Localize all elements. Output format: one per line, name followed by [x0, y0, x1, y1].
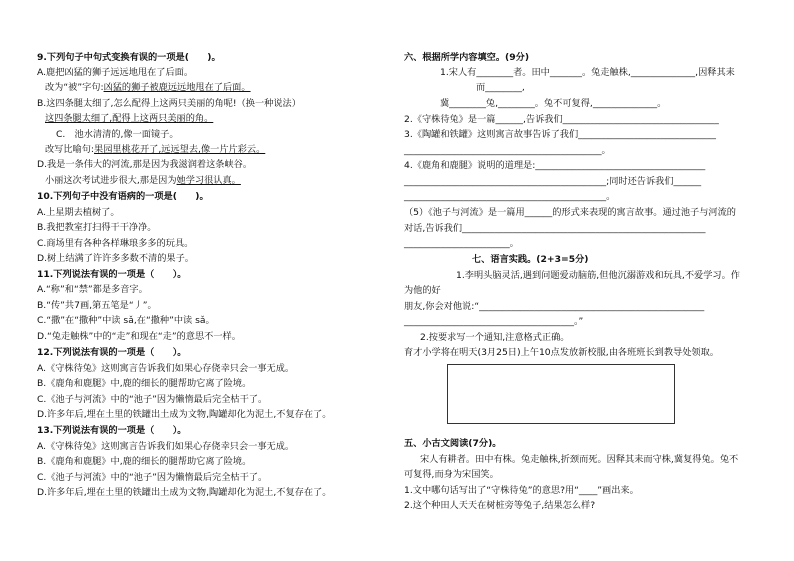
s5-passage-line-2: 可复得,而身为宋国笑。: [404, 469, 499, 480]
s6-line-9: ____________________________________________。: [404, 191, 616, 202]
section-6-title: 六、根据所学内容填空。(9分): [404, 52, 530, 63]
q9-option-a: A.鹿把凶猛的狮子远远地甩在了后面。: [37, 67, 194, 78]
s6-line-11: 对话,告诉我们_____________________________________________________: [404, 223, 706, 234]
s6-line-4: 2.《守株待兔》是一篇______,告诉我们__________________________________: [404, 114, 719, 125]
q9-option-c: C. 池水清清的,像一面镜子。: [56, 129, 179, 140]
q9-d-underlined: 她学习很认真。: [176, 175, 241, 186]
q13-option-b: B.《鹿角和鹿腿》中,鹿的细长的腿帮助它离了险境。: [37, 456, 252, 467]
q9-a-underlined: 凶猛的狮子被鹿远远地甩在了后面。: [103, 82, 251, 93]
s6-line-1: 1.宋人有________者。田中_______。兔走触株,______________,因释其耒: [440, 67, 735, 78]
s6-line-7: 4.《鹿角和鹿腿》说明的道理是:_____________________________________: [404, 160, 706, 171]
s5-question-2: 2.这个种田人天天在树桩旁等兔子,结果怎么样?: [404, 500, 596, 511]
q9-c-underlined: 果园里桃花开了,远远望去,像一片片彩云。: [94, 144, 266, 155]
notice-writing-box[interactable]: [447, 364, 675, 424]
q10-stem: 10.下列句子中没有语病的一项是( )。: [37, 191, 209, 202]
q12-stem: 12.下列说法有误的一项是（ ）。: [37, 347, 187, 358]
q9-d-prefix: 小丽这次考试进步很大,那是因为: [45, 175, 177, 186]
s5-question-1: 1.文中哪句话写出了“守株待兔”的意思?用“____”画出来。: [404, 485, 639, 496]
q9-stem: 9.下列句子中句式变换有误的一项是( )。: [37, 52, 221, 63]
q13-stem: 13.下列说法有误的一项是（ ）。: [37, 425, 187, 436]
q13-option-d: D.许多年后,埋在土里的铁罐出土成为文物,陶罐却化为泥土,不复存在了。: [37, 487, 332, 498]
q12-option-d: D.许多年后,埋在土里的铁罐出土成为文物,陶罐却化为泥土,不复存在了。: [37, 409, 332, 420]
q9-option-d: D.我是一条伟大的河流,那是因为我滋润着这条峡谷。: [37, 159, 253, 170]
q9-option-a-rewrite: [45, 82, 251, 94]
q13-option-c: C.《池子与河流》中的“池子”因为懒惰最后完全枯干了。: [37, 472, 268, 483]
s5-passage-line-1: 宋人有耕者。田中有株。兔走触株,折颈而死。因释其耒而守株,冀复得兔。兔不: [420, 454, 739, 465]
s7-line-5: 2.按要求写一个通知,注意格式正确。: [420, 332, 570, 343]
section-7-title: 七、语言实践。(2+3=5分): [472, 254, 589, 265]
s6-line-3: 冀________兔,________。兔不可复得,______________。: [440, 98, 667, 109]
q12-option-b: B.《鹿角和鹿腿》中,鹿的细长的腿帮助它离了险境。: [37, 378, 252, 389]
s6-line-2: 而________,: [476, 82, 525, 93]
q9-a-prefix: 改为“被”字句:: [45, 82, 104, 93]
q9-option-d-rewrite: [45, 175, 241, 187]
s7-line-1: 1.李明头脑灵活,遇到问题爱动脑筋,但他沉溺游戏和玩具,不爱学习。作: [456, 270, 740, 281]
section-5-title: 五、小古文阅读(7分)。: [404, 438, 502, 449]
s6-line-12: _______________________。: [404, 238, 519, 249]
q12-option-a: A.《守株待兔》这则寓言告诉我们如果心存侥幸只会一事无成。: [37, 363, 295, 374]
q9-option-c-rewrite: [45, 144, 265, 156]
q11-option-c: C.“撒”在“撒种”中读 sǎ,在“撒种”中读 sǎ。: [37, 315, 215, 326]
q13-option-a: A.《守株待兔》这则寓言告诉我们如果心存侥幸只会一事无成。: [37, 441, 295, 452]
q11-stem: 11.下列说法有误的一项是（ ）。: [37, 269, 187, 280]
q10-option-d: D.树上结满了许许多多数不清的果子。: [37, 253, 194, 264]
s7-line-2: 为他的好: [404, 285, 441, 296]
q12-option-c: C.《池子与河流》中的“池子”因为懒惰最后完全枯干了。: [37, 394, 268, 405]
q10-option-c: C.商场里有各种各样琳琅多多的玩具。: [37, 238, 194, 249]
s6-line-5: 3.《陶罐和铁罐》这则寓言故事告诉了我们______________________________: [404, 129, 716, 140]
s6-line-6: ___________________________________________。: [404, 145, 611, 156]
q11-option-a: A.“称”和“禁”都是多音字。: [37, 284, 148, 295]
q9-c-prefix: 改写比喻句:: [45, 144, 95, 155]
s6-line-8: ____________________________________________;同时还告诉我们______: [404, 176, 702, 187]
q11-option-d: D.“兔走触株”中的“走”和现在“走”的意思不一样。: [37, 331, 241, 342]
q9-option-b: B.这四条腿太细了,怎么配得上这两只美丽的角呢!（换一种说法）: [37, 98, 301, 109]
s6-line-10: （5）《池子与河流》是一篇用______的形式来表现的寓言故事。通过池子与河流的: [404, 207, 736, 218]
q10-option-b: B.我把教室打扫得干干净净。: [37, 222, 157, 233]
q11-option-b: B.“传”共7画,第五笔是“丿”。: [37, 300, 157, 311]
s7-line-4: _____________________________________。”: [404, 316, 584, 327]
s7-line-3: 朋友,你会对他说:“_________________________________________________: [404, 301, 705, 312]
s7-line-6: 育才小学将在明天(3月25日)上午10点发放新校服,由各班班长到教导处领取。: [404, 347, 719, 358]
q9-option-b-rewrite: 这四条腿太细了,配得上这两只美丽的角。: [45, 113, 214, 124]
q10-option-a: A.上星期去植树了。: [37, 207, 120, 218]
